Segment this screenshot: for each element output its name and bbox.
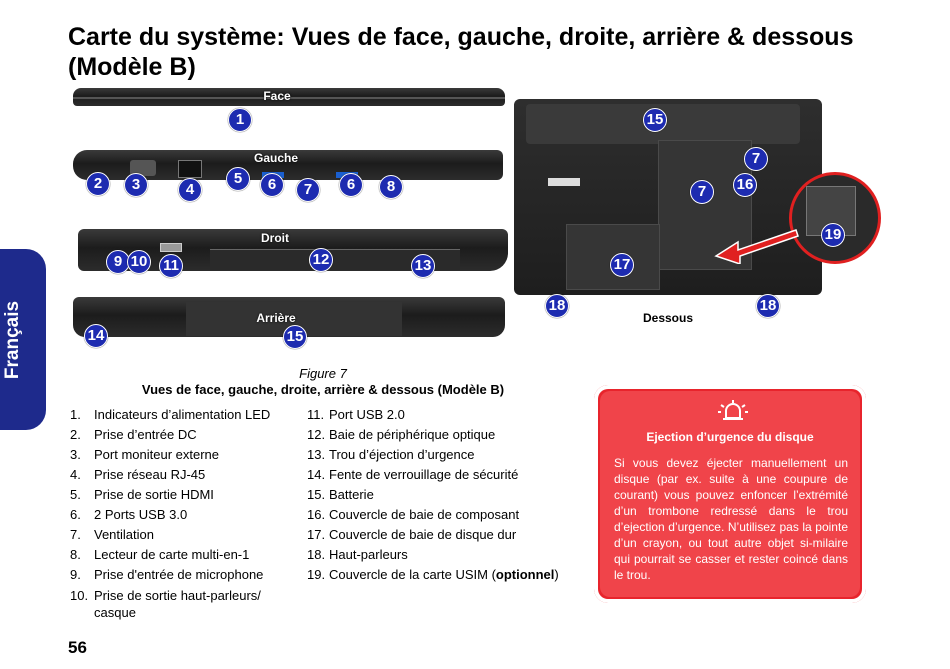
list-item: 15. Batterie	[307, 487, 374, 502]
callout-badge: 10	[127, 250, 151, 274]
figure-label: Figure 7	[299, 366, 347, 381]
list-item: 16. Couvercle de baie de composant	[307, 507, 520, 522]
callout-badge: 2	[86, 172, 110, 196]
list-item: 12. Baie de périphérique optique	[307, 427, 496, 442]
callout-badge: 18	[756, 294, 780, 318]
page-title: Carte du système: Vues de face, gauche, droite, arrière & dessous (Modèle B)	[68, 23, 854, 81]
callout-badge: 18	[545, 294, 569, 318]
callout-badge: 8	[379, 175, 403, 199]
usb2-port	[160, 243, 182, 252]
callout-badge: 17	[610, 253, 634, 277]
list-item: 5. Prise de sortie HDMI	[70, 487, 214, 502]
warning-text: Si vous devez éjecter manuellement un disque (par ex. suite à une coupure de courant) vous pouvez enfoncer l’extrémité d’un trombone redressé dans le trou d’ejection d’urgence. N’utilisez pas la pointe d’un crayon, ou tout autre objet si-milaire qui pourrait se casser et rester coincé dans le trou.	[614, 456, 848, 582]
product-label	[548, 178, 580, 186]
callout-badge: 6	[339, 173, 363, 197]
list-item: 9. Prise d'entrée de microphone	[70, 567, 264, 582]
bottom-label: Dessous	[642, 311, 694, 325]
figure-caption: Vues de face, gauche, droite, arrière & dessous (Modèle B)	[141, 382, 505, 397]
callout-badge: 19	[821, 223, 845, 247]
list-item: 8. Lecteur de carte multi-en-1	[70, 547, 250, 562]
list-item: 4. Prise réseau RJ-45	[70, 467, 206, 482]
list-item: 18. Haut-parleurs	[307, 547, 408, 562]
callout-badge: 7	[296, 178, 320, 202]
list-item: 2. Prise d’entrée DC	[70, 427, 197, 442]
rj45-port	[178, 160, 202, 178]
list-item: 6. 2 Ports USB 3.0	[70, 507, 188, 522]
list-item: 7. Ventilation	[70, 527, 154, 542]
alarm-bell-icon	[716, 398, 750, 424]
language-tab-label: Français	[2, 300, 23, 380]
list-item: 14. Fente de verrouillage de sécurité	[307, 467, 519, 482]
page-number: 56	[68, 638, 87, 657]
right-label: Droit	[261, 231, 289, 245]
list-item: 10. Prise de sortie haut-parleurs/ casque	[70, 588, 261, 620]
callout-badge: 6	[260, 173, 284, 197]
arrow-icon	[712, 224, 802, 264]
callout-badge: 4	[178, 178, 202, 202]
feature-list-right	[307, 405, 597, 585]
list-item: 3. Port moniteur externe	[70, 447, 220, 462]
list-item: 19. Couvercle de la carte USIM (optionnel)	[307, 567, 559, 582]
callout-badge: 9	[106, 250, 130, 274]
callout-badge: 16	[733, 173, 757, 197]
list-item: 13. Trou d’éjection d’urgence	[307, 447, 475, 462]
left-label: Gauche	[253, 151, 298, 165]
callout-badge: 12	[309, 248, 333, 272]
callout-badge: 13	[411, 254, 435, 278]
feature-list-left	[70, 405, 290, 621]
list-item: 17. Couvercle de baie de disque dur	[307, 527, 517, 542]
callout-badge: 5	[226, 167, 250, 191]
list-item: 11. Port USB 2.0	[307, 407, 405, 422]
callout-badge: 3	[124, 173, 148, 197]
callout-badge: 1	[228, 108, 252, 132]
callout-badge: 7	[744, 147, 768, 171]
face-label: Face	[263, 89, 291, 103]
callout-badge: 7	[690, 180, 714, 204]
callout-badge: 15	[283, 325, 307, 349]
warning-title: Ejection d’urgence du disque	[646, 430, 814, 444]
callout-badge: 14	[84, 324, 108, 348]
rear-label: Arrière	[256, 311, 296, 325]
callout-badge: 15	[643, 108, 667, 132]
list-item: 1. Indicateurs d’alimentation LED	[70, 407, 271, 422]
callout-badge: 11	[159, 254, 183, 278]
